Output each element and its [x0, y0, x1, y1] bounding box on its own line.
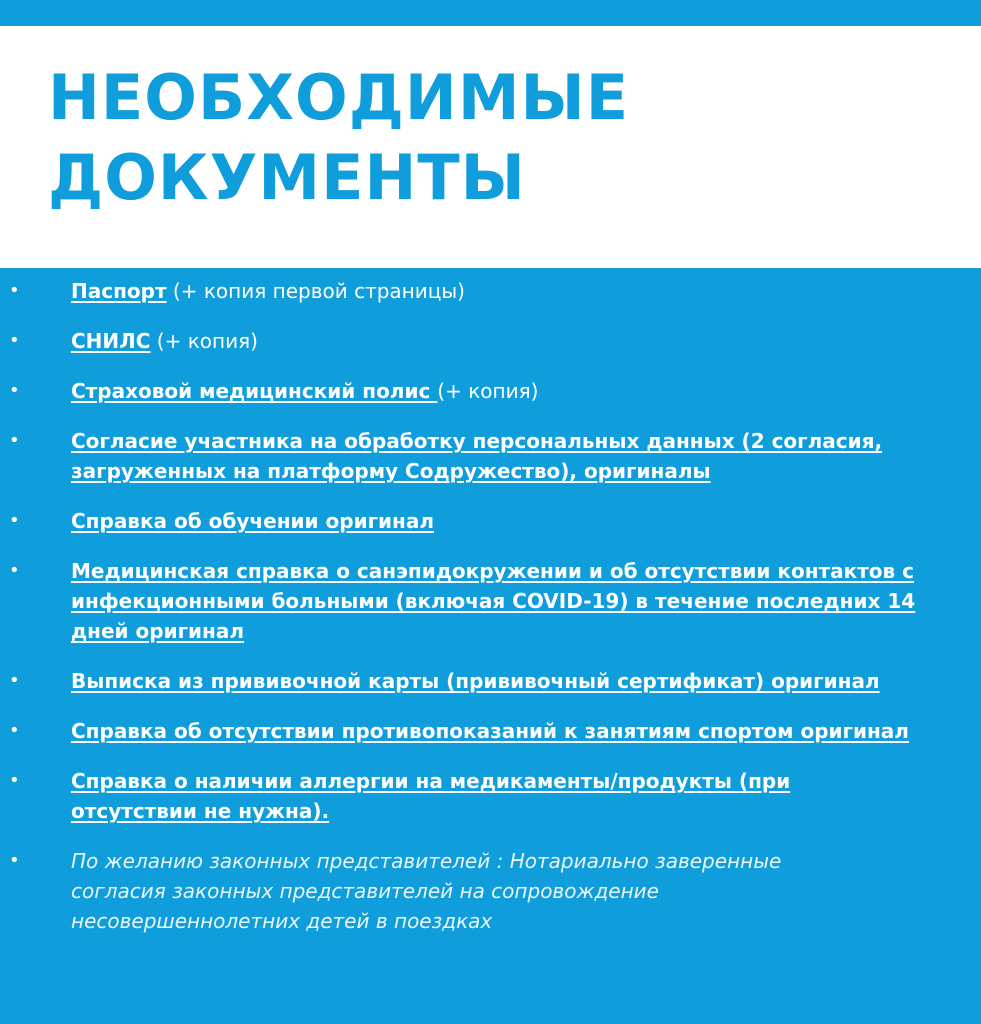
item-text-line-2: загруженных на платформу Содружество), оригиналы: [71, 459, 711, 483]
top-accent-stripe: [0, 0, 981, 26]
bullet-icon: •: [9, 560, 20, 581]
bullet-icon: •: [9, 510, 20, 531]
bullet-icon: •: [9, 670, 20, 691]
bullet-icon: •: [9, 280, 20, 301]
item-text-line-3: несовершеннолетних детей в поездках: [71, 909, 493, 933]
item-text: [71, 376, 976, 406]
item-note: (+ копия): [150, 329, 258, 353]
page-title-line-2: ДОКУМЕНТЫ: [48, 141, 526, 214]
item-text: Справка об отсутствии противопоказаний к занятиям спортом оригинал: [71, 719, 909, 743]
item-text: [71, 326, 976, 356]
item-text: [71, 556, 976, 646]
item-text-line-3: дней оригинал: [71, 619, 245, 643]
item-text: Выписка из прививочной карты (прививочный сертификат) оригинал: [71, 669, 880, 693]
bullet-icon: •: [9, 430, 20, 451]
item-note: (+ копия первой страницы): [166, 279, 465, 303]
item-text-line-1: Согласие участника на обработку персональных данных (2 согласия,: [71, 429, 883, 453]
item-title: СНИЛС: [71, 329, 151, 353]
item-text-line-2: инфекционными больными (включая COVID-19) в течение последних 14: [71, 589, 916, 613]
item-text-line-2: отсутствии не нужна).: [71, 799, 330, 823]
item-text-line-1: По желанию законных представителей : Нотариально заверенные: [71, 849, 782, 873]
item-text: Справка об обучении оригинал: [71, 509, 435, 533]
page-title: [48, 58, 629, 218]
bullet-icon: •: [9, 850, 20, 871]
item-text: [71, 426, 976, 486]
item-text: [71, 846, 976, 936]
item-text-line-1: Справка о наличии аллергии на медикаменты/продукты (при: [71, 769, 791, 793]
item-note: (+ копия): [437, 379, 539, 403]
bullet-icon: •: [9, 330, 20, 351]
page-title-line-1: НЕОБХОДИМЫЕ: [48, 61, 630, 134]
item-text-line-1: Медицинская справка о санэпидокружении и об отсутствии контактов с: [71, 559, 915, 583]
bullet-icon: •: [9, 380, 20, 401]
bullet-icon: •: [9, 770, 20, 791]
item-text: [71, 276, 976, 306]
item-title: Страховой медицинский полис: [71, 379, 438, 403]
item-text: [71, 766, 976, 826]
item-title: Паспорт: [71, 279, 167, 303]
bullet-icon: •: [9, 720, 20, 741]
item-text-line-2: согласия законных представителей на сопровождение: [71, 879, 659, 903]
